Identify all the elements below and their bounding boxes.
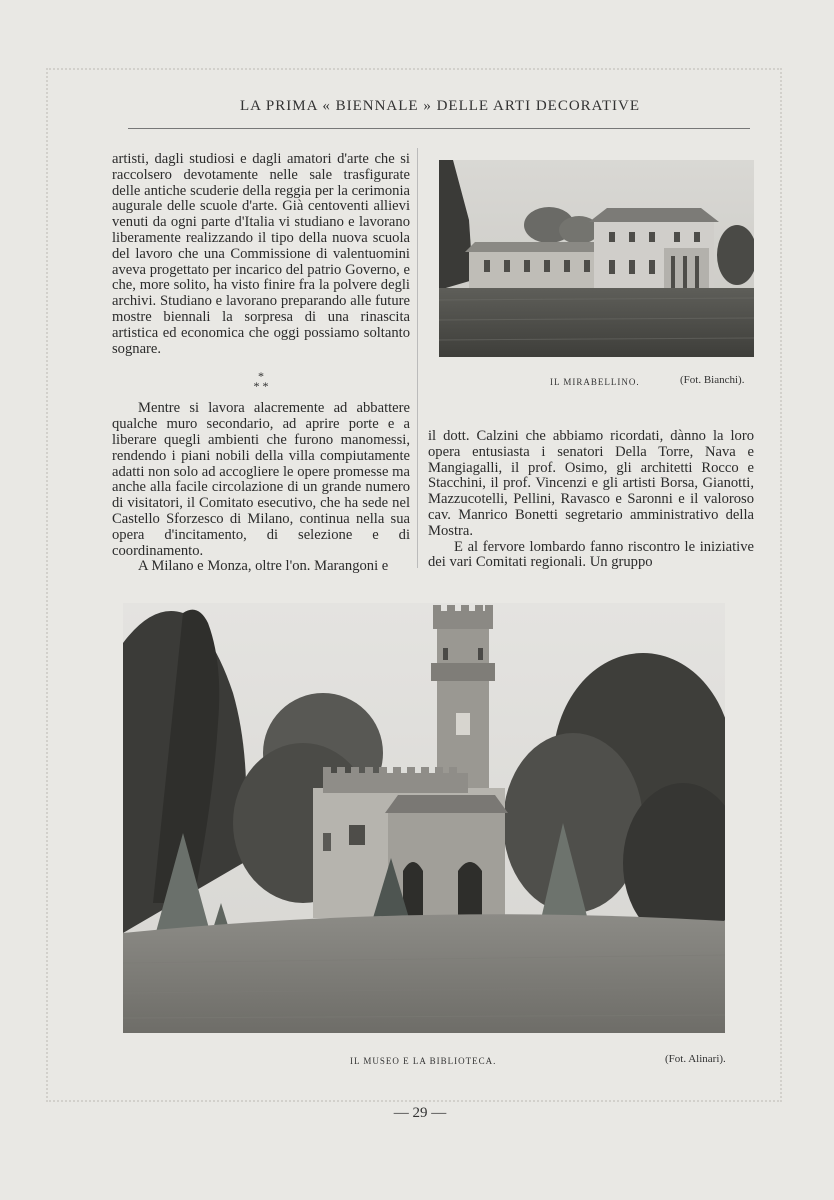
photo-museo-biblioteca (123, 603, 725, 1033)
figure-caption: IL MIRABELLINO. (550, 377, 640, 387)
page-number: — 29 — (393, 1105, 447, 1121)
left-column (112, 152, 410, 575)
asterism: * * * (253, 369, 269, 394)
photo-credit: (Fot. Bianchi). (680, 374, 745, 386)
paragraph: E al fervore lombardo fanno riscontro le iniziative dei vari Comitati regionali. Un gruppo (428, 538, 754, 571)
photo-mirabellino (439, 160, 754, 357)
paragraph: il dott. Calzini che abbiamo ricordati, dànno la loro opera entusiasta i senatori Della Torre, Nava e Mangiagalli, il prof. Osimo, gli architetti Rocco e Stacchini, il prof. Vincenzi e gli artisti Borsa, Gianotti, Mazzucotelli, Pellini, Ravasco e Saronni e il valoroso cav. Manrico Bonetti segretario amministrativo della Mostra. (428, 428, 754, 539)
right-column (428, 429, 754, 571)
paragraph: artisti, dagli studiosi e dagli amatori d'arte che si raccolsero devotamente nelle sale trasfigurate delle antiche scuderie della reggia per la cerimonia augurale delle scuole d'arte. Già centoventi allievi venuti da ogni parte d'Italia vi studiano e lavorano liberamente realizzando il tipo della nuova scuola del lavoro che una Commissione di valentuomini aveva progettato per incarico del patrio Governo, e che, more solito, ha visto finire fra la polvere degli archivi. Studiano e lavorano preparando alle future mostre biennali la sorpresa di una rinascita artistica ed economica che oggi possiamo soltanto sognare. (112, 151, 410, 357)
header-rule (128, 128, 750, 129)
column-divider (417, 148, 418, 568)
paragraph: Mentre si lavora alacremente ad abbattere qualche muro secondario, ad aprire porte e a liberare quegli ambienti che furono manomessi, rendendo i piani nobili della villa compiutamente adatti non solo ad accogliere le opere promesse ma anche alla facile circolazione di un grande numero di visitatori, il Comitato esecutivo, che ha sede nel Castello Sforzesco di Milano, continua nella sua opera d'incitamento, di selezione e di coordinamento. (112, 400, 410, 559)
photo-credit: (Fot. Alinari). (665, 1053, 726, 1065)
figure-caption: IL MUSEO E LA BIBLIOTECA. (350, 1056, 497, 1066)
running-head: LA PRIMA « BIENNALE » DELLE ARTI DECORATIVE (240, 98, 640, 114)
paragraph: A Milano e Monza, oltre l'on. Marangoni e (138, 558, 389, 575)
